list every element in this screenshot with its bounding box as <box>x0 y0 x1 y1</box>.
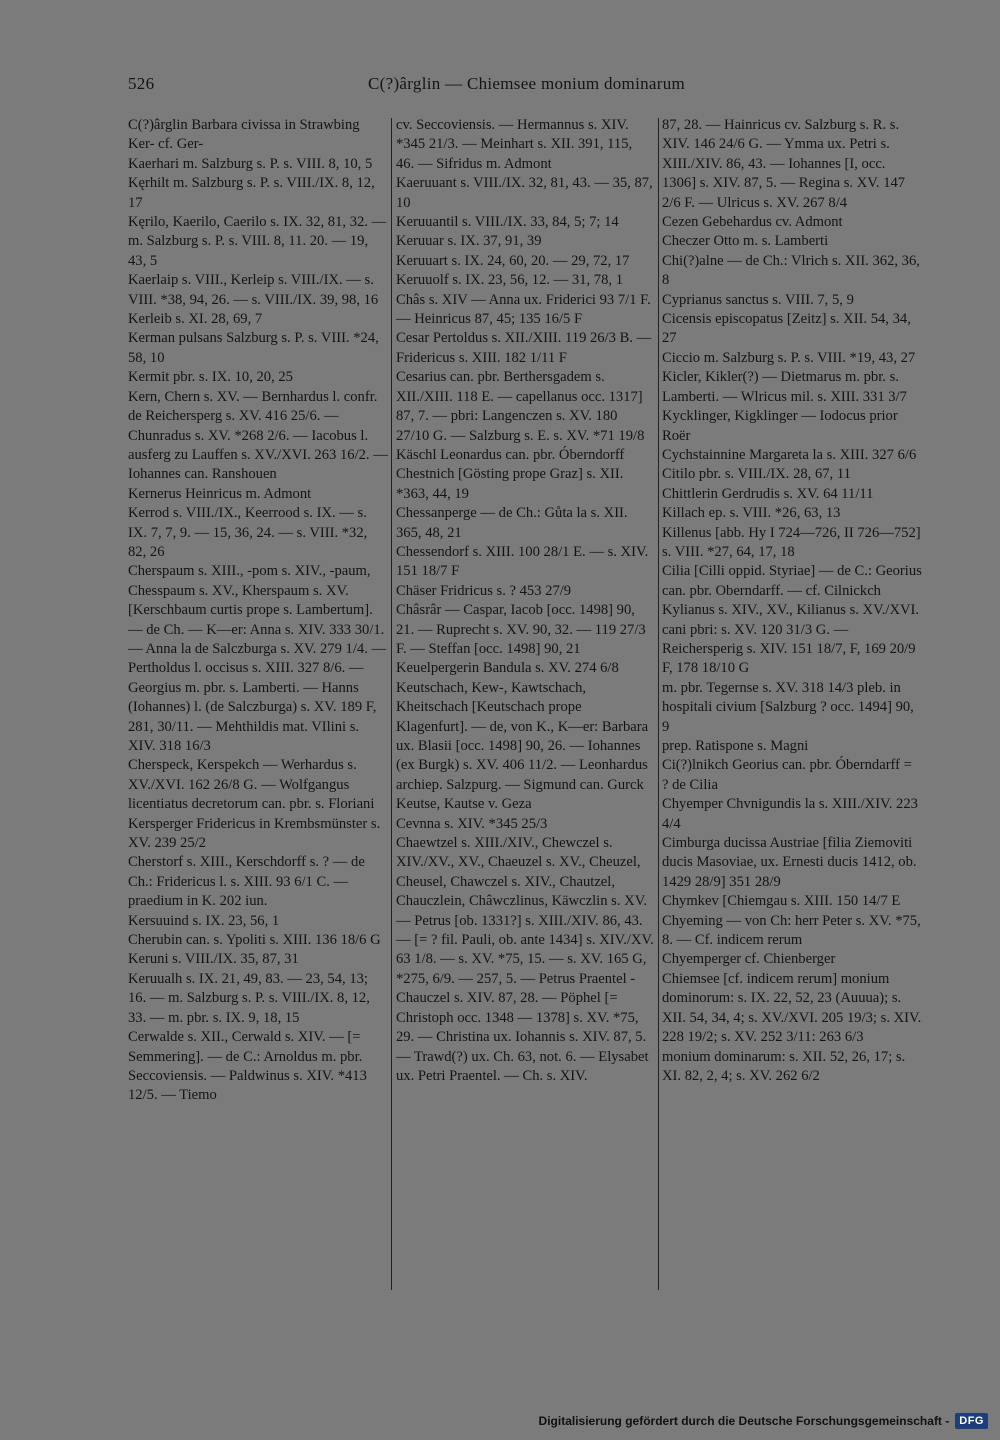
index-entry: C(?)ârglin Barbara civissa in Strawbing <box>128 117 360 133</box>
index-entry: Cesar Pertoldus s. XII./XIII. 119 26/3 B. — Fridericus s. XIII. 182 1/11 F <box>396 330 652 366</box>
index-entry: Chyemper Chvnigundis la s. XIII./XIV. 223 4/4 <box>662 796 918 832</box>
index-entry: Cherspeck, Kerspekch — Werhardus s. XV./XVI. 162 26/8 G. — Wolfgangus licentiatus decretorum can. pbr. s. Floriani <box>128 757 375 813</box>
index-entry: Kerrod s. VIII./IX., Keerrood s. IX. — s. IX. 7, 7, 9. — 15, 36, 24. — s. VIII. *32, 82, 26 <box>128 505 368 560</box>
index-entry: Killach ep. s. VIII. *26, 63, 13 <box>662 505 841 522</box>
index-column-3 <box>662 116 922 1296</box>
index-entry: Cesarius can. pbr. Berthersgadem s. XII./XIII. 118 E. — capellanus occ. 1317] 87, 7. — pbri: Langenczen s. XV. 180 27/10 G. — Salzburg s. E. s. XV. *71 19/8 <box>396 369 645 444</box>
index-entry: Citilo pbr. s. VIII./IX. 28, 67, 11 <box>662 466 851 483</box>
index-entry: Kaeruuant s. VIII./IX. 32, 81, 43. — 35, 87, 10 <box>396 175 653 211</box>
index-entry: Kaerlaip s. VIII., Kerleip s. VIII./IX. — s. VIII. *38, 94, 26. — s. VIII./IX. 39, 98, 16 <box>128 272 379 308</box>
index-column-1 <box>128 116 388 1296</box>
index-entry: Kern, Chern s. XV. — Bernhardus l. confr. de Reichersperg s. XV. 416 25/6. — Chunradus s. XV. *268 2/6. — Iacobus l. ausferg zu Lauffen s. XV./XVI. 263 16/2. — Iohannes can. Ranshouen <box>128 388 388 483</box>
index-entry: Ker- cf. Ger- <box>128 136 204 153</box>
index-entry: Käschl Leonardus can. pbr. Óberndorff <box>396 446 625 463</box>
column-divider <box>391 118 392 1290</box>
index-entry: Kermit pbr. s. IX. 10, 20, 25 <box>128 369 293 386</box>
index-entry: Kersperger Fridericus in Krembsmünster s. XV. 239 25/2 <box>128 815 381 852</box>
index-entry: Keuelpergerin Bandula s. XV. 274 6/8 <box>396 660 619 677</box>
footer-text: Digitalisierung gefördert durch die Deutsche Forschungsgemeinschaft - <box>538 1414 950 1428</box>
index-entry: Kerleib s. XI. 28, 69, 7 <box>128 311 263 328</box>
index-entry: Kęrilo, Kaerilo, Caerilo s. IX. 32, 81, 32. — m. Salzburg s. P. s. VIII. 8, 11. 20. — 19, 43, 5 <box>128 214 387 269</box>
index-entry: Kersuuind s. IX. 23, 56, 1 <box>128 912 280 929</box>
index-entry: Keruuolf s. IX. 23, 56, 12. — 31, 78, 1 <box>396 272 623 289</box>
index-entry: Chäser Fridricus s. ? 453 27/9 <box>396 582 572 599</box>
index-entry: Keruualh s. IX. 21, 49, 83. — 23, 54, 13; 16. — m. Salzburg s. P. s. VIII./IX. 8, 12, 33. — m. pbr. s. IX. 9, 18, 15 <box>128 970 370 1026</box>
index-entry: Châs s. XIV — Anna ux. Friderici 93 7/1 F. — Heinricus 87, 45; 135 16/5 F <box>396 291 651 328</box>
index-entry: Kęrhilt m. Salzburg s. P. s. VIII./IX. 8, 12, 17 <box>128 175 375 211</box>
index-entry: Keruni s. VIII./IX. 35, 87, 31 <box>128 951 299 968</box>
index-entry: Ciccio m. Salzburg s. P. s. VIII. *19, 43, 27 <box>662 349 916 366</box>
index-entry: cv. Seccoviensis. — Hermannus s. XIV. *345 21/3. — Meinhart s. XII. 391, 115, 46. — Sifridus m. Admont <box>396 117 633 172</box>
index-entry: prep. Ratispone s. Magni <box>662 738 809 754</box>
page-number: 526 <box>128 74 155 93</box>
index-entry: Keutschach, Kew-, Kawtschach, Kheitschach [Keutschach prope Klagenfurt]. — de, von K., K—er: Barbara ux. Blasii [occ. 1498] 90, 26. — Iohannes (ex Burgk) s. XV. 406 11/2. — Leonhardus archiep. Salzpurg. — Sigmund can. Gurck <box>396 679 649 793</box>
index-entry: m. pbr. Tegernse s. XV. 318 14/3 pleb. in hospitali civium [Salzburg ? occ. 1494] 90, 9 <box>662 679 914 735</box>
index-entry: Kycklinger, Kigklinger — Iodocus prior Roër <box>662 408 898 444</box>
index-entry: Cevnna s. XIV. *345 25/3 <box>396 815 548 832</box>
index-entry: Cerwalde s. XII., Cerwald s. XIV. — [= Semmering]. — de C.: Arnoldus m. pbr. Seccoviensis. — Paldwinus s. XIV. *413 12/5. — Tiemo <box>128 1029 367 1104</box>
index-entry: Chaewtzel s. XIII./XIV., Chewczel s. XIV./XV., XV., Chaeuzel s. XV., Cheuzel, Cheusel, Chawczel s. XIV., Chautzel, Chauczlein, Châwczlinus, Käwczlin s. XV. — Petrus [ob. 1331?] s. XIII./XIV. 86, 43. — [= ? fil. Pauli, ob. ante 1434] s. XIV./XV. 63 1/8. — s. XV. *75, 15. — s. XV. 165 G, *275, 6/9. — 257, 5. — Petrus Praentel - Chauczel s. XIV. 87, 28. — Pöphel [= Christoph occ. 1348 — 1378] s. XV. *75, 29. — Christina ux. Iohannis s. XIV. 87, 5. — Trawd(?) ux. Ch. 63, not. 6. — Elysabet ux. Petri Praentel. — Ch. s. XIV. <box>396 835 654 1084</box>
index-entry: monium dominarum: s. XII. 52, 26, 17; s. XI. 82, 2, 4; s. XV. 262 6/2 <box>662 1048 906 1084</box>
index-entry: Chessendorf s. XIII. 100 28/1 E. — s. XIV. 151 18/7 F <box>396 543 649 580</box>
index-entry: Cherstorf s. XIII., Kerschdorff s. ? — de Ch.: Fridericus l. s. XIII. 93 6/1 C. — praedium in K. 202 iun. <box>128 854 365 910</box>
index-entry: Chessanperge — de Ch.: Gůta la s. XII. 365, 48, 21 <box>396 505 628 541</box>
index-entry: Kicler, Kikler(?) — Dietmarus m. pbr. s. Lamberti. — Wlricus mil. s. XIII. 331 3/7 <box>662 369 907 405</box>
index-entry: Chyeming — von Ch: herr Peter s. XV. *75, 8. — Cf. indicem rerum <box>662 912 921 949</box>
index-entry: Ci(?)lnikch Georius can. pbr. Óberndarff = ? de Cilia <box>662 757 912 793</box>
index-entry: Kernerus Heinricus m. Admont <box>128 485 312 502</box>
index-entry: Checzer Otto m. s. Lamberti <box>662 233 829 250</box>
index-entry: Keruuar s. IX. 37, 91, 39 <box>396 233 542 250</box>
index-entry: Châsrâr — Caspar, Iacob [occ. 1498] 90, 21. — Ruprecht s. XV. 90, 32. — 119 27/3 F. — Steffan [occ. 1498] 90, 21 <box>396 602 646 657</box>
running-title: C(?)ârglin — Chiemsee monium dominarum <box>368 74 686 93</box>
index-entry: Chi(?)alne — de Ch.: Vlrich s. XII. 362, 36, 8 <box>662 252 920 289</box>
index-entry: Cilia [Cilli oppid. Styriae] — de C.: Georius can. pbr. Oberndarff. — cf. Cilnickch <box>662 563 922 599</box>
index-entry: Cychstainnine Margareta la s. XIII. 327 6/6 <box>662 446 917 463</box>
index-entry: Chittlerin Gerdrudis s. XV. 64 11/11 <box>662 485 874 502</box>
index-entry: Cherubin can. s. Ypoliti s. XIII. 136 18/6 G <box>128 932 381 949</box>
index-entry: Kylianus s. XIV., XV., Kilianus s. XV./XVI. <box>662 602 920 619</box>
index-entry: Kerman pulsans Salzburg s. P. s. VIII. *24, 58, 10 <box>128 330 379 366</box>
column-divider <box>658 118 659 1290</box>
index-entry: Cyprianus sanctus s. VIII. 7, 5, 9 <box>662 291 854 308</box>
index-entry: Chestnich [Gösting prope Graz] s. XII. *363, 44, 19 <box>396 466 624 502</box>
index-entry: Keruuart s. IX. 24, 60, 20. — 29, 72, 17 <box>396 252 630 269</box>
index-entry: Cimburga ducissa Austriae [filia Ziemoviti ducis Masoviae, ux. Ernesti ducis 1412, ob. 1429 28/9] 351 28/9 <box>662 835 917 890</box>
index-entry: Chyemperger cf. Chienberger <box>662 951 836 968</box>
index-entry: Keruuantil s. VIII./IX. 33, 84, 5; 7; 14 <box>396 214 619 231</box>
footer-credit <box>539 1410 988 1432</box>
index-entry: Killenus [abb. Hy I 724—726, II 726—752] s. VIII. *27, 64, 17, 18 <box>662 524 921 560</box>
index-entry: Cicensis episcopatus [Zeitz] s. XII. 54, 34, 27 <box>662 311 911 347</box>
index-entry: Cherspaum s. XIII., -pom s. XIV., -paum, Chesspaum s. XV., Kherspaum s. XV. [Kerschbaum curtis prope s. Lambertum]. — de Ch. — K—er: Anna s. XIV. 333 30/1. — Anna la de Salczburga s. XV. 279 1/4. — Pertholdus l. occisus s. XIII. 327 8/6. — Georgius m. pbr. s. Lamberti. — Hanns (Iohannes) l. (de Salczburga) s. XV. 189 F, 281, 30/11. — Mehthildis mat. VIlini s. XIV. 318 16/3 <box>128 563 387 754</box>
index-column-2 <box>396 116 654 1296</box>
index-entry: Chymkev [Chiemgau s. XIII. 150 14/7 E <box>662 893 901 910</box>
index-entry: Kaerhari m. Salzburg s. P. s. VIII. 8, 10, 5 <box>128 155 373 172</box>
index-entry: Cezen Gebehardus cv. Admont <box>662 214 843 231</box>
index-entry: Chiemsee [cf. indicem rerum] monium dominorum: s. IX. 22, 52, 23 (Auuua); s. XII. 54, 34, 4; s. XV./XVI. 205 19/3; s. XIV. 228 19/2; s. XV. 252 3/11: 263 6/3 <box>662 970 922 1046</box>
index-entry: 87, 28. — Hainricus cv. Salzburg s. R. s. XIV. 146 24/6 G. — Ymma ux. Petri s. XIII./XIV. 86, 43. — Iohannes [I, occ. 1306] s. XIV. 87, 5. — Regina s. XV. 147 2/6 F. — Ulricus s. XV. 267 8/4 <box>662 117 906 211</box>
dfg-logo-icon: DFG <box>955 1413 988 1429</box>
index-entry: cani pbri: s. XV. 120 31/3 G. — Reichersperig s. XIV. 151 18/7, F, 169 20/9 F, 178 18/10 G <box>662 621 916 677</box>
index-entry: Keutse, Kautse v. Geza <box>396 796 532 813</box>
